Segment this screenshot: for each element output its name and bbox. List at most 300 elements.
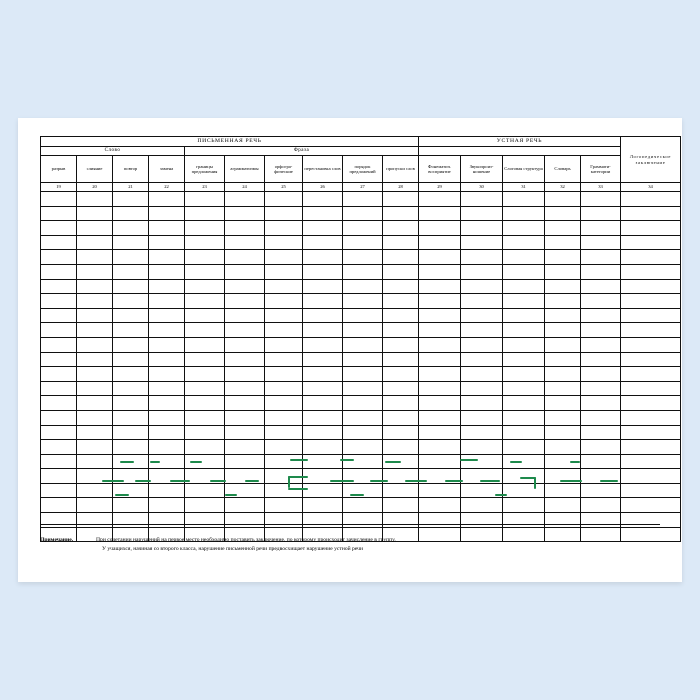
table-cell[interactable] <box>581 483 621 498</box>
table-cell[interactable] <box>265 250 303 265</box>
table-cell[interactable] <box>503 410 545 425</box>
table-cell[interactable] <box>621 483 681 498</box>
table-cell[interactable] <box>343 469 383 484</box>
table-cell[interactable] <box>265 235 303 250</box>
table-cell[interactable] <box>461 483 503 498</box>
table-cell[interactable] <box>303 440 343 455</box>
table-cell[interactable] <box>265 498 303 513</box>
table-cell[interactable] <box>383 367 419 382</box>
table-cell[interactable] <box>225 294 265 309</box>
table-cell[interactable] <box>383 352 419 367</box>
table-cell[interactable] <box>185 235 225 250</box>
table-cell[interactable] <box>41 483 77 498</box>
table-cell[interactable] <box>461 440 503 455</box>
table-cell[interactable] <box>113 440 149 455</box>
table-cell[interactable] <box>581 294 621 309</box>
table-cell[interactable] <box>545 381 581 396</box>
table-cell[interactable] <box>545 483 581 498</box>
table-cell[interactable] <box>77 396 113 411</box>
table-cell[interactable] <box>113 498 149 513</box>
table-cell[interactable] <box>149 206 185 221</box>
table-cell[interactable] <box>581 469 621 484</box>
table-cell[interactable] <box>265 337 303 352</box>
table-cell[interactable] <box>77 483 113 498</box>
table-cell[interactable] <box>503 323 545 338</box>
table-cell[interactable] <box>343 352 383 367</box>
table-cell[interactable] <box>113 192 149 207</box>
table-cell[interactable] <box>343 221 383 236</box>
table-cell[interactable] <box>419 206 461 221</box>
table-cell[interactable] <box>77 337 113 352</box>
table-cell[interactable] <box>461 323 503 338</box>
table-cell[interactable] <box>503 469 545 484</box>
table-cell[interactable] <box>503 221 545 236</box>
table-cell[interactable] <box>419 337 461 352</box>
table-cell[interactable] <box>461 425 503 440</box>
table-cell[interactable] <box>343 323 383 338</box>
table-cell[interactable] <box>383 498 419 513</box>
table-cell[interactable] <box>303 425 343 440</box>
table-cell[interactable] <box>113 235 149 250</box>
table-cell[interactable] <box>265 206 303 221</box>
table-cell[interactable] <box>77 264 113 279</box>
table-cell[interactable] <box>343 235 383 250</box>
table-cell[interactable] <box>113 483 149 498</box>
table-cell[interactable] <box>419 440 461 455</box>
table-cell[interactable] <box>77 440 113 455</box>
table-cell[interactable] <box>149 498 185 513</box>
table-cell[interactable] <box>225 396 265 411</box>
table-cell[interactable] <box>149 192 185 207</box>
table-cell[interactable] <box>461 381 503 396</box>
table-cell[interactable] <box>41 367 77 382</box>
table-cell[interactable] <box>419 381 461 396</box>
table-cell[interactable] <box>621 454 681 469</box>
table-cell[interactable] <box>545 396 581 411</box>
table-cell[interactable] <box>545 367 581 382</box>
table-cell[interactable] <box>503 250 545 265</box>
table-cell[interactable] <box>113 264 149 279</box>
table-cell[interactable] <box>581 454 621 469</box>
table-cell[interactable] <box>185 294 225 309</box>
table-cell[interactable] <box>461 192 503 207</box>
table-cell[interactable] <box>77 425 113 440</box>
table-cell[interactable] <box>149 425 185 440</box>
table-cell[interactable] <box>113 367 149 382</box>
table-cell[interactable] <box>303 381 343 396</box>
table-cell[interactable] <box>265 221 303 236</box>
table-cell[interactable] <box>77 294 113 309</box>
table-cell[interactable] <box>265 323 303 338</box>
table-cell[interactable] <box>225 440 265 455</box>
table-cell[interactable] <box>77 250 113 265</box>
table-cell[interactable] <box>383 294 419 309</box>
table-cell[interactable] <box>419 483 461 498</box>
table-cell[interactable] <box>303 279 343 294</box>
table-cell[interactable] <box>225 367 265 382</box>
table-cell[interactable] <box>225 337 265 352</box>
table-cell[interactable] <box>185 352 225 367</box>
table-cell[interactable] <box>621 410 681 425</box>
table-cell[interactable] <box>77 352 113 367</box>
table-cell[interactable] <box>303 469 343 484</box>
table-cell[interactable] <box>265 381 303 396</box>
table-cell[interactable] <box>621 337 681 352</box>
table-cell[interactable] <box>113 454 149 469</box>
table-cell[interactable] <box>621 440 681 455</box>
table-cell[interactable] <box>265 440 303 455</box>
table-cell[interactable] <box>149 381 185 396</box>
table-cell[interactable] <box>343 483 383 498</box>
table-cell[interactable] <box>113 308 149 323</box>
table-cell[interactable] <box>41 498 77 513</box>
table-cell[interactable] <box>77 192 113 207</box>
table-cell[interactable] <box>581 352 621 367</box>
table-cell[interactable] <box>303 483 343 498</box>
table-cell[interactable] <box>185 279 225 294</box>
table-cell[interactable] <box>149 352 185 367</box>
table-cell[interactable] <box>383 454 419 469</box>
table-cell[interactable] <box>41 235 77 250</box>
table-cell[interactable] <box>581 367 621 382</box>
table-cell[interactable] <box>149 308 185 323</box>
table-cell[interactable] <box>461 454 503 469</box>
table-cell[interactable] <box>41 352 77 367</box>
table-cell[interactable] <box>383 440 419 455</box>
table-cell[interactable] <box>461 352 503 367</box>
table-cell[interactable] <box>149 221 185 236</box>
table-cell[interactable] <box>149 410 185 425</box>
table-cell[interactable] <box>503 264 545 279</box>
table-cell[interactable] <box>77 498 113 513</box>
table-cell[interactable] <box>621 206 681 221</box>
table-cell[interactable] <box>343 440 383 455</box>
table-cell[interactable] <box>113 337 149 352</box>
table-cell[interactable] <box>545 250 581 265</box>
table-cell[interactable] <box>185 264 225 279</box>
table-cell[interactable] <box>503 396 545 411</box>
table-cell[interactable] <box>185 381 225 396</box>
table-cell[interactable] <box>545 352 581 367</box>
table-cell[interactable] <box>265 308 303 323</box>
table-cell[interactable] <box>621 294 681 309</box>
table-cell[interactable] <box>113 323 149 338</box>
table-cell[interactable] <box>149 483 185 498</box>
table-cell[interactable] <box>225 498 265 513</box>
table-cell[interactable] <box>581 308 621 323</box>
table-cell[interactable] <box>461 396 503 411</box>
table-cell[interactable] <box>545 323 581 338</box>
table-cell[interactable] <box>149 440 185 455</box>
table-cell[interactable] <box>265 410 303 425</box>
table-cell[interactable] <box>419 250 461 265</box>
table-cell[interactable] <box>621 221 681 236</box>
table-cell[interactable] <box>225 206 265 221</box>
table-cell[interactable] <box>149 279 185 294</box>
table-cell[interactable] <box>419 396 461 411</box>
table-cell[interactable] <box>419 454 461 469</box>
table-cell[interactable] <box>343 279 383 294</box>
table-cell[interactable] <box>343 425 383 440</box>
table-cell[interactable] <box>383 396 419 411</box>
table-cell[interactable] <box>113 396 149 411</box>
table-cell[interactable] <box>41 206 77 221</box>
table-cell[interactable] <box>461 367 503 382</box>
table-cell[interactable] <box>185 367 225 382</box>
table-cell[interactable] <box>343 206 383 221</box>
table-cell[interactable] <box>113 206 149 221</box>
table-cell[interactable] <box>503 308 545 323</box>
table-cell[interactable] <box>41 337 77 352</box>
table-cell[interactable] <box>41 410 77 425</box>
table-cell[interactable] <box>265 192 303 207</box>
table-cell[interactable] <box>303 235 343 250</box>
table-cell[interactable] <box>621 250 681 265</box>
table-cell[interactable] <box>265 469 303 484</box>
table-cell[interactable] <box>383 308 419 323</box>
table-cell[interactable] <box>113 469 149 484</box>
table-cell[interactable] <box>581 206 621 221</box>
table-cell[interactable] <box>265 396 303 411</box>
table-cell[interactable] <box>581 192 621 207</box>
table-cell[interactable] <box>113 381 149 396</box>
table-cell[interactable] <box>303 454 343 469</box>
table-cell[interactable] <box>41 454 77 469</box>
table-cell[interactable] <box>343 192 383 207</box>
table-cell[interactable] <box>303 192 343 207</box>
table-cell[interactable] <box>77 235 113 250</box>
table-cell[interactable] <box>419 264 461 279</box>
table-cell[interactable] <box>621 367 681 382</box>
table-cell[interactable] <box>303 250 343 265</box>
table-cell[interactable] <box>621 425 681 440</box>
table-cell[interactable] <box>383 483 419 498</box>
table-cell[interactable] <box>303 337 343 352</box>
table-cell[interactable] <box>303 410 343 425</box>
table-cell[interactable] <box>461 279 503 294</box>
table-cell[interactable] <box>503 498 545 513</box>
table-cell[interactable] <box>419 323 461 338</box>
table-cell[interactable] <box>621 498 681 513</box>
table-cell[interactable] <box>185 469 225 484</box>
table-cell[interactable] <box>225 221 265 236</box>
table-cell[interactable] <box>419 308 461 323</box>
table-cell[interactable] <box>383 192 419 207</box>
table-cell[interactable] <box>419 235 461 250</box>
table-cell[interactable] <box>41 192 77 207</box>
table-cell[interactable] <box>77 410 113 425</box>
table-cell[interactable] <box>581 235 621 250</box>
table-cell[interactable] <box>41 396 77 411</box>
table-cell[interactable] <box>303 308 343 323</box>
table-cell[interactable] <box>503 337 545 352</box>
table-cell[interactable] <box>343 250 383 265</box>
table-cell[interactable] <box>383 381 419 396</box>
table-cell[interactable] <box>185 396 225 411</box>
table-cell[interactable] <box>185 206 225 221</box>
table-cell[interactable] <box>343 454 383 469</box>
table-cell[interactable] <box>343 381 383 396</box>
table-cell[interactable] <box>77 381 113 396</box>
table-cell[interactable] <box>581 410 621 425</box>
table-cell[interactable] <box>225 381 265 396</box>
table-cell[interactable] <box>461 410 503 425</box>
table-cell[interactable] <box>621 235 681 250</box>
table-cell[interactable] <box>185 192 225 207</box>
table-cell[interactable] <box>41 308 77 323</box>
table-cell[interactable] <box>461 221 503 236</box>
table-cell[interactable] <box>461 337 503 352</box>
table-cell[interactable] <box>303 498 343 513</box>
table-cell[interactable] <box>545 440 581 455</box>
table-cell[interactable] <box>77 221 113 236</box>
table-cell[interactable] <box>265 454 303 469</box>
table-cell[interactable] <box>185 498 225 513</box>
table-cell[interactable] <box>419 294 461 309</box>
table-cell[interactable] <box>383 221 419 236</box>
table-cell[interactable] <box>343 367 383 382</box>
table-cell[interactable] <box>185 337 225 352</box>
table-cell[interactable] <box>343 396 383 411</box>
table-cell[interactable] <box>185 323 225 338</box>
table-cell[interactable] <box>149 264 185 279</box>
table-cell[interactable] <box>41 294 77 309</box>
table-cell[interactable] <box>343 337 383 352</box>
table-cell[interactable] <box>621 192 681 207</box>
table-cell[interactable] <box>383 337 419 352</box>
table-cell[interactable] <box>503 279 545 294</box>
table-cell[interactable] <box>419 192 461 207</box>
table-cell[interactable] <box>265 425 303 440</box>
table-cell[interactable] <box>225 250 265 265</box>
table-cell[interactable] <box>41 425 77 440</box>
table-cell[interactable] <box>343 498 383 513</box>
table-cell[interactable] <box>225 425 265 440</box>
table-cell[interactable] <box>149 337 185 352</box>
table-cell[interactable] <box>419 410 461 425</box>
table-cell[interactable] <box>621 308 681 323</box>
table-cell[interactable] <box>383 410 419 425</box>
table-cell[interactable] <box>225 192 265 207</box>
table-cell[interactable] <box>545 264 581 279</box>
table-cell[interactable] <box>621 279 681 294</box>
table-cell[interactable] <box>77 454 113 469</box>
table-cell[interactable] <box>383 425 419 440</box>
table-cell[interactable] <box>185 425 225 440</box>
table-cell[interactable] <box>621 381 681 396</box>
table-cell[interactable] <box>113 221 149 236</box>
table-cell[interactable] <box>225 469 265 484</box>
table-cell[interactable] <box>545 498 581 513</box>
table-cell[interactable] <box>461 250 503 265</box>
table-cell[interactable] <box>41 381 77 396</box>
table-cell[interactable] <box>545 337 581 352</box>
table-cell[interactable] <box>461 498 503 513</box>
table-cell[interactable] <box>419 279 461 294</box>
table-cell[interactable] <box>41 264 77 279</box>
table-cell[interactable] <box>265 352 303 367</box>
table-cell[interactable] <box>303 206 343 221</box>
table-cell[interactable] <box>503 192 545 207</box>
table-cell[interactable] <box>581 264 621 279</box>
table-cell[interactable] <box>545 221 581 236</box>
table-cell[interactable] <box>185 454 225 469</box>
table-cell[interactable] <box>225 454 265 469</box>
table-cell[interactable] <box>419 469 461 484</box>
table-cell[interactable] <box>383 264 419 279</box>
table-cell[interactable] <box>545 469 581 484</box>
table-cell[interactable] <box>225 279 265 294</box>
table-cell[interactable] <box>545 192 581 207</box>
table-cell[interactable] <box>185 250 225 265</box>
table-cell[interactable] <box>581 250 621 265</box>
table-cell[interactable] <box>265 367 303 382</box>
table-cell[interactable] <box>41 440 77 455</box>
table-cell[interactable] <box>149 294 185 309</box>
table-cell[interactable] <box>503 367 545 382</box>
table-cell[interactable] <box>545 410 581 425</box>
table-cell[interactable] <box>77 469 113 484</box>
table-cell[interactable] <box>621 469 681 484</box>
table-cell[interactable] <box>545 454 581 469</box>
table-cell[interactable] <box>383 250 419 265</box>
table-cell[interactable] <box>581 323 621 338</box>
table-cell[interactable] <box>343 308 383 323</box>
table-cell[interactable] <box>77 206 113 221</box>
table-cell[interactable] <box>503 425 545 440</box>
table-cell[interactable] <box>149 396 185 411</box>
table-cell[interactable] <box>545 425 581 440</box>
table-cell[interactable] <box>461 294 503 309</box>
table-cell[interactable] <box>503 294 545 309</box>
table-cell[interactable] <box>265 264 303 279</box>
table-cell[interactable] <box>149 323 185 338</box>
table-cell[interactable] <box>225 410 265 425</box>
table-cell[interactable] <box>303 294 343 309</box>
table-cell[interactable] <box>461 264 503 279</box>
table-cell[interactable] <box>383 279 419 294</box>
table-cell[interactable] <box>265 279 303 294</box>
table-cell[interactable] <box>185 221 225 236</box>
table-cell[interactable] <box>621 396 681 411</box>
table-cell[interactable] <box>383 235 419 250</box>
table-cell[interactable] <box>77 323 113 338</box>
table-cell[interactable] <box>185 308 225 323</box>
table-cell[interactable] <box>383 469 419 484</box>
table-cell[interactable] <box>419 221 461 236</box>
table-cell[interactable] <box>581 440 621 455</box>
table-cell[interactable] <box>303 396 343 411</box>
table-cell[interactable] <box>185 410 225 425</box>
table-cell[interactable] <box>503 483 545 498</box>
table-cell[interactable] <box>225 483 265 498</box>
table-cell[interactable] <box>461 308 503 323</box>
table-cell[interactable] <box>545 206 581 221</box>
table-cell[interactable] <box>581 381 621 396</box>
table-cell[interactable] <box>149 235 185 250</box>
table-cell[interactable] <box>303 323 343 338</box>
table-cell[interactable] <box>545 308 581 323</box>
table-cell[interactable] <box>225 323 265 338</box>
table-cell[interactable] <box>113 425 149 440</box>
table-cell[interactable] <box>41 221 77 236</box>
table-cell[interactable] <box>225 308 265 323</box>
table-cell[interactable] <box>113 294 149 309</box>
table-cell[interactable] <box>149 454 185 469</box>
table-cell[interactable] <box>265 294 303 309</box>
table-cell[interactable] <box>545 279 581 294</box>
table-cell[interactable] <box>419 498 461 513</box>
